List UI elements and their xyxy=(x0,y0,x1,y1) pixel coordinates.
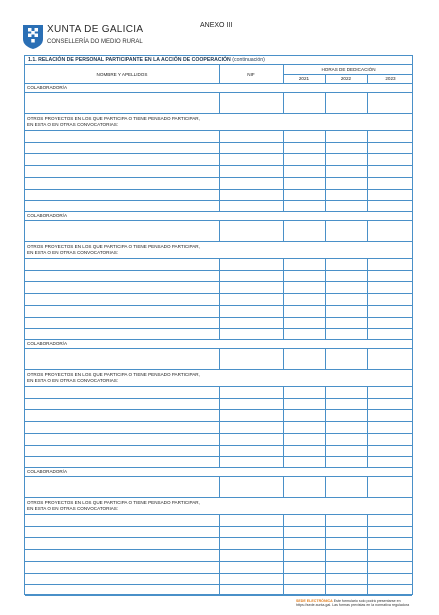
footer-note xyxy=(296,599,436,607)
section-title-note: (continuación) xyxy=(232,57,265,63)
project-entry-row[interactable] xyxy=(25,549,412,561)
projects-label xyxy=(27,116,200,127)
collaborator-label: COLABORADOR/A xyxy=(27,213,68,218)
projects-label-line-2: EN ESTA O EN OTRAS CONVOCATORIAS: xyxy=(27,505,119,511)
project-entry-row[interactable] xyxy=(25,537,412,549)
annex-label: ANEXO III xyxy=(200,22,233,29)
collaborator-label: COLABORADOR/A xyxy=(27,85,68,90)
collaborator-block xyxy=(25,340,412,468)
collaborator-blocks xyxy=(25,84,412,596)
column-header-nif: NIF xyxy=(247,71,255,77)
projects-header xyxy=(25,497,412,514)
project-entry-row[interactable] xyxy=(25,409,412,421)
project-entry-row[interactable] xyxy=(25,573,412,585)
project-entry-row[interactable] xyxy=(25,200,412,212)
projects-label-line-2: EN ESTA O EN OTRAS CONVOCATORIAS: xyxy=(27,377,119,383)
collaborator-block xyxy=(25,84,412,212)
collaborator-entry-row[interactable] xyxy=(25,476,412,497)
column-header-year-2: 2022 xyxy=(340,76,352,81)
projects-label-line-1: OTROS PROYECTOS EN LOS QUE PARTICIPA O TIENE PENSADO PARTICIPAR, xyxy=(27,500,200,505)
project-entry-row[interactable] xyxy=(25,526,412,538)
projects-header xyxy=(25,241,412,258)
project-entry-row[interactable] xyxy=(25,177,412,189)
organization-block xyxy=(47,24,143,47)
document-header xyxy=(12,18,432,52)
project-entry-row[interactable] xyxy=(25,328,412,340)
projects-header xyxy=(25,113,412,130)
project-entry-row[interactable] xyxy=(25,386,412,398)
project-entry-row[interactable] xyxy=(25,189,412,201)
project-entry-row[interactable] xyxy=(25,258,412,270)
personnel-form xyxy=(24,55,413,595)
collaborator-entry-row[interactable] xyxy=(25,348,412,369)
project-entry-row[interactable] xyxy=(25,433,412,445)
project-entry-row[interactable] xyxy=(25,305,412,317)
section-title xyxy=(25,56,412,65)
projects-label-line-1: OTROS PROYECTOS EN LOS QUE PARTICIPA O TIENE PENSADO PARTICIPAR, xyxy=(27,116,200,121)
project-entry-row[interactable] xyxy=(25,514,412,526)
column-header-year-1: 2021 xyxy=(298,76,310,81)
project-entry-row[interactable] xyxy=(25,142,412,154)
project-entry-row[interactable] xyxy=(25,421,412,433)
project-entry-row[interactable] xyxy=(25,317,412,329)
collaborator-block xyxy=(25,468,412,596)
projects-label-line-1: OTROS PROYECTOS EN LOS QUE PARTICIPA O TIENE PENSADO PARTICIPAR, xyxy=(27,244,200,249)
collaborator-entry-row[interactable] xyxy=(25,92,412,113)
collaborator-label: COLABORADOR/A xyxy=(27,341,68,346)
projects-label-line-2: EN ESTA O EN OTRAS CONVOCATORIAS: xyxy=(27,249,119,255)
collaborator-entry-row[interactable] xyxy=(25,220,412,241)
column-header-name: NOMBRE Y APELLIDOS xyxy=(96,71,148,77)
projects-label xyxy=(27,500,200,511)
project-entry-row[interactable] xyxy=(25,561,412,573)
projects-label-line-2: EN ESTA O EN OTRAS CONVOCATORIAS: xyxy=(27,121,119,127)
project-entry-row[interactable] xyxy=(25,270,412,282)
project-entry-row[interactable] xyxy=(25,153,412,165)
projects-label xyxy=(27,372,200,383)
organization-name: XUNTA DE GALICIA xyxy=(47,24,144,35)
projects-label-line-1: OTROS PROYECTOS EN LOS QUE PARTICIPA O TIENE PENSADO PARTICIPAR, xyxy=(27,372,200,377)
projects-header xyxy=(25,369,412,386)
project-entry-row[interactable] xyxy=(25,445,412,457)
project-entry-row[interactable] xyxy=(25,584,412,596)
section-title-text: 1.1. RELACIÓN DE PERSONAL PARTICIPANTE EN LA ACCIÓN DE COOPERACIÓN xyxy=(28,57,231,63)
galicia-flag-icon xyxy=(22,24,44,50)
projects-label xyxy=(27,244,200,255)
sede-label: SEDE ELECTRÓNICA xyxy=(296,599,333,603)
footer-text: Este formulario solo podrá presentarse en https://sede.xunta.gal. Las formas previstas en la normativa reguladora xyxy=(296,599,410,607)
collaborator-block xyxy=(25,212,412,340)
project-entry-row[interactable] xyxy=(25,281,412,293)
collaborator-label: COLABORADOR/A xyxy=(27,469,68,474)
project-entry-row[interactable] xyxy=(25,398,412,410)
column-header-hours: HORAS DE DEDICACIÓN xyxy=(321,67,376,72)
table-header xyxy=(25,65,412,84)
project-entry-row[interactable] xyxy=(25,456,412,468)
department-name: CONSELLERÍA DO MEDIO RURAL xyxy=(47,39,143,45)
project-entry-row[interactable] xyxy=(25,130,412,142)
project-entry-row[interactable] xyxy=(25,165,412,177)
project-entry-row[interactable] xyxy=(25,293,412,305)
column-header-year-3: 2023 xyxy=(385,76,396,81)
